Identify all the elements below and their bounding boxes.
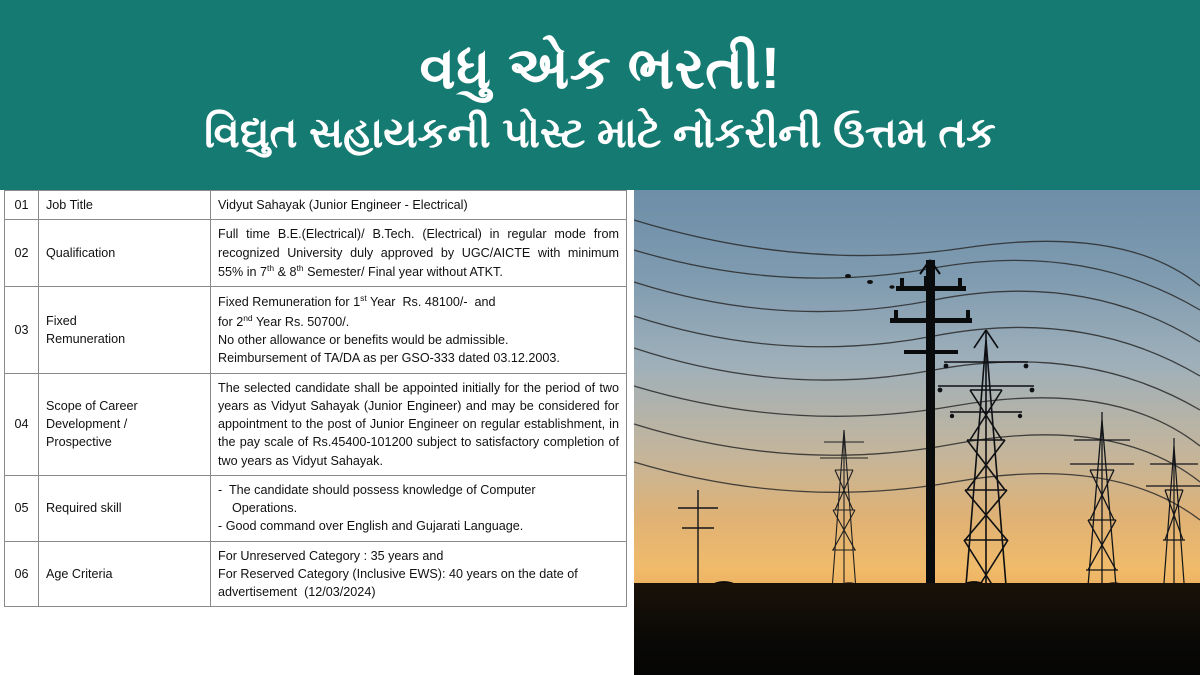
transmission-tower-photo: [634, 190, 1200, 675]
row-label: Qualification: [39, 220, 211, 287]
row-value: For Unreserved Category : 35 years and For Reserved Category (Inclusive EWS): 40 years on the date of advertisement (12/03/2024): [211, 541, 627, 607]
row-label: Fixed Remuneration: [39, 287, 211, 373]
row-number: 04: [5, 373, 39, 475]
banner-headline: વધુ એક ભરતી!: [419, 36, 781, 102]
job-details-panel: [0, 190, 634, 675]
row-label: Required skill: [39, 475, 211, 541]
table-row: [5, 191, 627, 220]
row-value: Fixed Remuneration for 1st Year Rs. 48100/- and for 2nd Year Rs. 50700/. No other allowance or benefits would be admissible. Reimbursement of TA/DA as per GSO-333 dated 03.12.2003.: [211, 287, 627, 373]
row-number: 03: [5, 287, 39, 373]
row-number: 06: [5, 541, 39, 607]
banner-subheadline: વિદ્યુત સહાયકની પોસ્ટ માટે નોકરીની ઉત્તમ તક: [204, 109, 996, 157]
ground: [634, 583, 1200, 675]
job-details-table: [4, 190, 627, 607]
row-value: Full time B.E.(Electrical)/ B.Tech. (Electrical) in regular mode from recognized University duly approved by UGC/AICTE with minimum 55% in 7th & 8th Semester/ Final year without ATKT.: [211, 220, 627, 287]
row-number: 02: [5, 220, 39, 287]
table-row: [5, 373, 627, 475]
header-banner: [0, 0, 1200, 190]
row-label: Scope of Career Development / Prospective: [39, 373, 211, 475]
row-label: Age Criteria: [39, 541, 211, 607]
row-number: 05: [5, 475, 39, 541]
row-label: Job Title: [39, 191, 211, 220]
row-value: Vidyut Sahayak (Junior Engineer - Electrical): [211, 191, 627, 220]
table-row: [5, 541, 627, 607]
row-number: 01: [5, 191, 39, 220]
table-row: [5, 287, 627, 373]
body-area: [0, 190, 1200, 675]
row-value: - The candidate should possess knowledge of Computer Operations. - Good command over English and Gujarati Language.: [211, 475, 627, 541]
row-value: The selected candidate shall be appointed initially for the period of two years as Vidyut Sahayak (Junior Engineer) and may be considered for appointment to the post of Junior Engineer on regular establishment, in the pay scale of Rs.45400-101200 subject to satisfactory completion of two years as Vidyut Sahayak.: [211, 373, 627, 475]
table-row: [5, 220, 627, 287]
table-row: [5, 475, 627, 541]
